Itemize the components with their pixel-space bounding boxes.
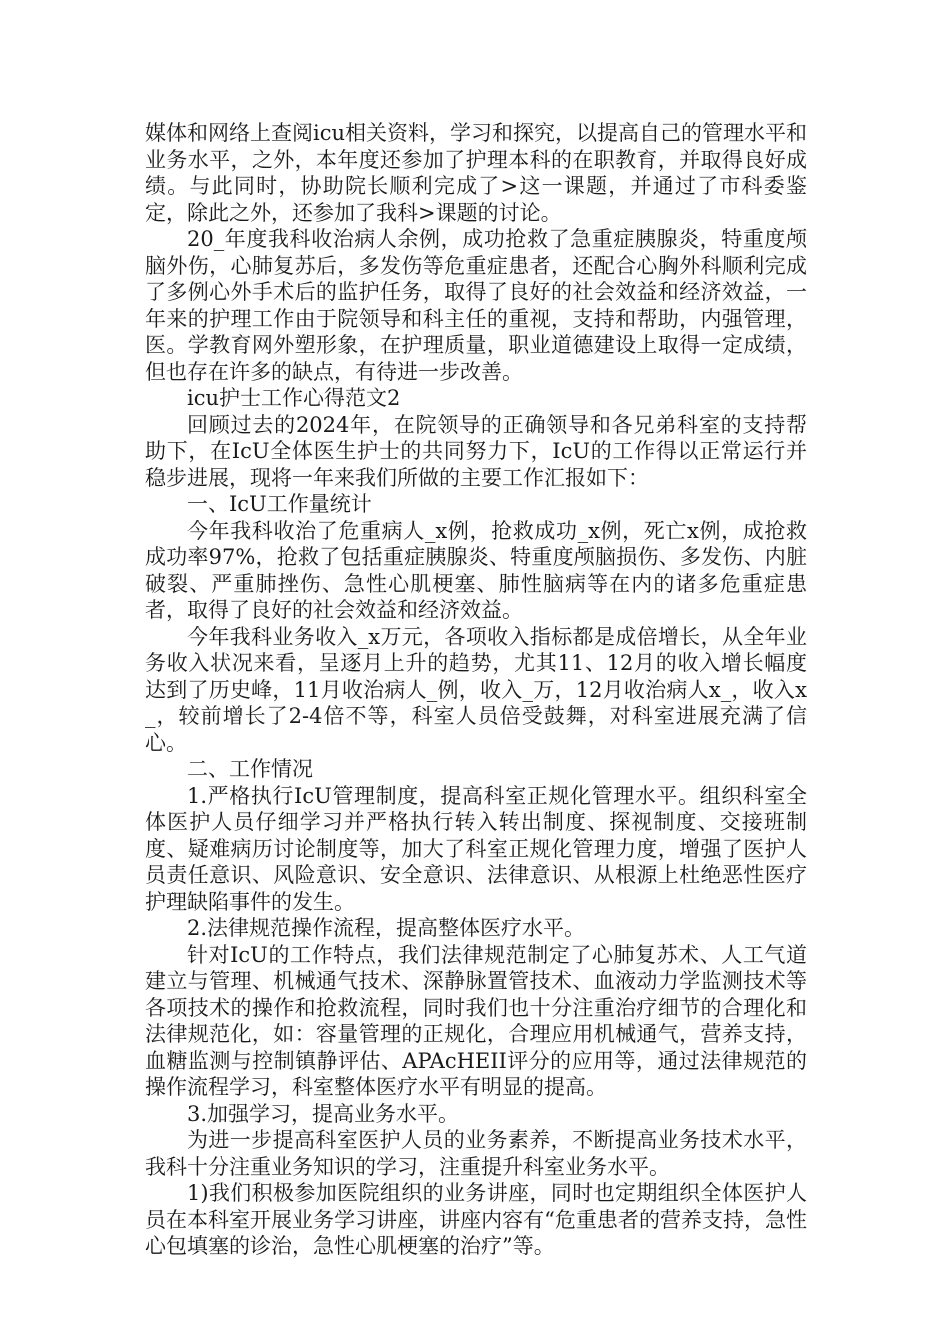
paragraph: 今年我科业务收入_x万元，各项收入指标都是成倍增长，从全年业务收入状况来看，呈逐月上升的趋势，尤其11、12月的收入增长幅度达到了历史峰，11月收治病人_例，收入_万，12月收治病人x_，收入x_，较前增长了2-4倍不等，科室人员倍受鼓舞，对科室进展充满了信心。	[145, 624, 807, 755]
paragraph: 二、工作情况	[187, 757, 313, 781]
paragraph: 今年我科收治了危重病人_x例，抢救成功_x例，死亡x例，成抢救成功率97%，抢救了包括重症胰腺炎、特重度颅脑损伤、多发伤、内脏破裂、严重肺挫伤、急性心肌梗塞、肺性脑病等在内的诸多危重症患者，取得了良好的社会效益和经济效益。	[145, 518, 807, 622]
paragraph: 1)我们积极参加医院组织的业务讲座，同时也定期组织全体医护人员在本科室开展业务学习讲座，讲座内容有“危重患者的营养支持，急性心包填塞的诊治，急性心肌梗塞的治疗”等。	[145, 1181, 807, 1258]
paragraph: 一、IcU工作量统计	[187, 492, 372, 516]
paragraph: icu护士工作心得范文2	[187, 386, 401, 410]
document-body	[145, 120, 807, 1260]
paragraph: 20_年度我科收治病人余例，成功抢救了急重症胰腺炎，特重度颅脑外伤，心肺复苏后，多发伤等危重症患者，还配合心胸外科顺利完成了多例心外手术后的监护任务，取得了良好的社会效益和经济效益，一年来的护理工作由于院领导和科主任的重视，支持和帮助，内强管理，医。学教育网外塑形象，在护理质量，职业道德建设上取得一定成绩，但也存在许多的缺点，有待进一步改善。	[145, 227, 807, 384]
paragraph: 针对IcU的工作特点，我们法律规范制定了心肺复苏术、人工气道建立与管理、机械通气技术、深静脉置管技术、血液动力学监测技术等各项技术的操作和抢救流程，同时我们也十分注重治疗细节的合理化和法律规范化，如：容量管理的正规化，合理应用机械通气，营养支持，血糖监测与控制镇静评估、APAcHEII评分的应用等，通过法律规范的操作流程学习，科室整体医疗水平有明显的提高。	[145, 942, 807, 1099]
paragraph: 3.加强学习，提高业务水平。	[187, 1101, 460, 1126]
paragraph: 回顾过去的2024年，在院领导的正确领导和各兄弟科室的支持帮助下，在IcU全体医生护士的共同努力下，IcU的工作得以正常运行并稳步进展，现将一年来我们所做的主要工作汇报如下：	[145, 412, 807, 490]
paragraph: 为进一步提高科室医护人员的业务素养，不断提高业务技术水平，我科十分注重业务知识的学习，注重提升科室业务水平。	[145, 1128, 807, 1179]
paragraph: 2.法律规范操作流程，提高整体医疗水平。	[187, 916, 586, 940]
paragraph: 1.严格执行IcU管理制度，提高科室正规化管理水平。组织科室全体医护人员仔细学习并严格执行转入转出制度、探视制度、交接班制度、疑难病历讨论制度等，加大了科室正规化管理力度，增强了医护人员责任意识、风险意识、安全意识、法律意识、从根源上杜绝恶性医疗护理缺陷事件的发生。	[145, 783, 807, 914]
paragraph: 媒体和网络上查阅icu相关资料，学习和探究，以提高自己的管理水平和业务水平，之外，本年度还参加了护理本科的在职教育，并取得良好成绩。与此同时，协助院长顺利完成了>这一课题，并通过了市科委鉴定，除此之外，还参加了我科>课题的讨论。	[145, 121, 807, 225]
